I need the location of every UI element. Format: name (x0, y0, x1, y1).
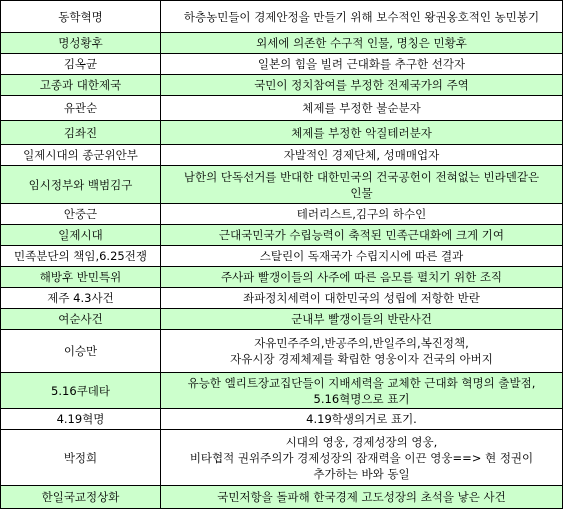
table-row (1, 267, 563, 288)
table-row (1, 121, 563, 145)
term-cell: 제주 4.3사건 (1, 288, 161, 309)
table-row (1, 204, 563, 225)
term-cell: 임시정부와 백범김구 (1, 166, 161, 204)
table-row (1, 288, 563, 309)
definition-cell: 군내부 빨갱이들의 반란사건 (161, 309, 563, 330)
table-row (1, 96, 563, 121)
table-row (1, 166, 563, 204)
definition-cell: 체제를 부정한 악질테러분자 (161, 121, 563, 145)
term-cell: 유관순 (1, 96, 161, 121)
table-row (1, 246, 563, 267)
definition-cell: 국민이 정치참여를 부정한 전제국가의 주역 (161, 75, 563, 96)
term-cell: 이승만 (1, 330, 161, 373)
definition-cell: 좌파정치세력이 대한민국의 성립에 저항한 반란 (161, 288, 563, 309)
term-cell: 5.16쿠데타 (1, 373, 161, 409)
definition-cell: 체제를 부정한 불순분자 (161, 96, 563, 121)
definition-cell: 자유민주주의,반공주의,반일주의,복진정책, 자유시장 경제체제를 확립한 영웅이자 건국의 아버지 (161, 330, 563, 373)
term-cell: 안중근 (1, 204, 161, 225)
term-cell: 해방후 반민특위 (1, 267, 161, 288)
term-cell: 일제시대의 종군위안부 (1, 145, 161, 166)
definition-cell: 시대의 영웅, 경제성장의 영웅, 비타협적 권위주의가 경제성장의 잠재력을 이끈 영웅==> 현 정권이 추가하는 바와 동일 (161, 430, 563, 486)
definition-cell: 테러리스트,김구의 하수인 (161, 204, 563, 225)
term-cell: 일제시대 (1, 225, 161, 246)
term-cell: 박정희 (1, 430, 161, 486)
table-row (1, 1, 563, 33)
term-cell: 명성황후 (1, 33, 161, 54)
term-cell: 여순사건 (1, 309, 161, 330)
definition-cell: 4.19학생의거로 표기. (161, 409, 563, 430)
definition-cell: 주사파 빨갱이들의 사주에 따른 음모를 펼치기 위한 조직 (161, 267, 563, 288)
term-cell: 동학혁명 (1, 1, 161, 33)
table-row (1, 409, 563, 430)
definition-cell: 유능한 엘리트장교집단들이 지배세력을 교체한 근대화 혁명의 출발점, 5.16혁명으로 표기 (161, 373, 563, 409)
definition-cell: 일본의 힘을 빌려 근대화를 추구한 선각자 (161, 54, 563, 75)
table-row (1, 486, 563, 509)
table-row (1, 33, 563, 54)
term-cell: 김좌진 (1, 121, 161, 145)
table-row (1, 145, 563, 166)
term-cell: 김옥균 (1, 54, 161, 75)
table-row (1, 54, 563, 75)
definition-cell: 남한의 단독선거를 반대한 대한민국의 건국공헌이 전혀없는 빈라덴같은 인물 (161, 166, 563, 204)
table-row (1, 330, 563, 373)
table-row (1, 225, 563, 246)
table-row (1, 373, 563, 409)
term-cell: 4.19혁명 (1, 409, 161, 430)
definition-cell: 국민저항을 돌파해 한국경제 고도성장의 초석을 낳은 사건 (161, 486, 563, 509)
table-row (1, 75, 563, 96)
term-cell: 민족분단의 책임,6.25전쟁 (1, 246, 161, 267)
table-row (1, 430, 563, 486)
term-cell: 한일국교정상화 (1, 486, 161, 509)
definition-cell: 자발적인 경제단체, 성매매업자 (161, 145, 563, 166)
table-row (1, 309, 563, 330)
definition-cell: 근대국민국가 수립능력이 축적된 민족근대화에 크게 기여 (161, 225, 563, 246)
definition-cell: 외세에 의존한 수구적 인물, 명칭은 민황후 (161, 33, 563, 54)
definition-cell: 스탈린이 독재국가 수립지시에 따른 결과 (161, 246, 563, 267)
definition-cell: 하층농민들이 경제안정을 만들기 위해 보수적인 왕권옹호적인 농민봉기 (161, 1, 563, 33)
term-cell: 고종과 대한제국 (1, 75, 161, 96)
